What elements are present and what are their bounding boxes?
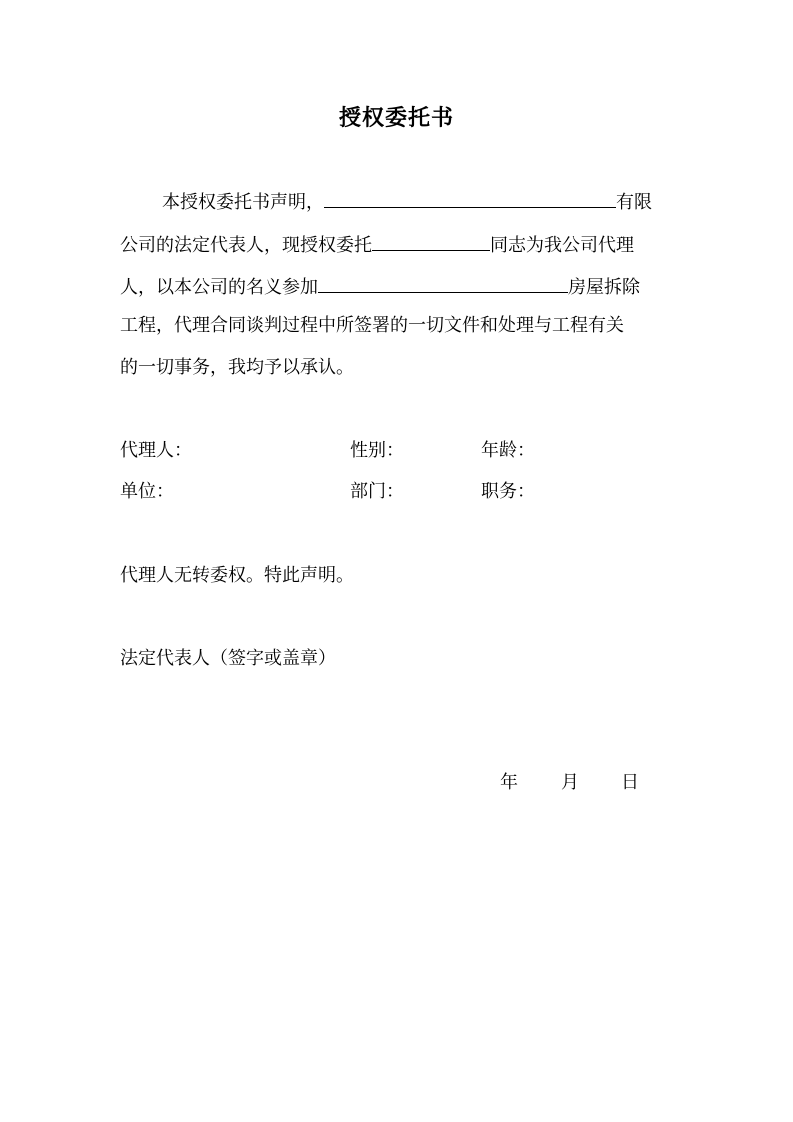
paragraph-line-5: 的一切事务，我均予以承认。: [120, 357, 354, 378]
paragraph-line-2: [120, 230, 634, 259]
paragraph-text: 同志为我公司代理: [490, 235, 634, 256]
project-name-blank[interactable]: [318, 272, 568, 293]
paragraph-line-4: 工程，代理合同谈判过程中所签署的一切文件和处理与工程有关: [120, 315, 624, 336]
document-title: 授权委托书: [338, 105, 454, 131]
unit-label: 单位：: [120, 481, 174, 502]
paragraph-text: 本授权委托书声明，: [162, 192, 324, 213]
agent-label: 代理人：: [120, 440, 192, 461]
paragraph-line-3: [120, 272, 640, 301]
paragraph-line-1: [162, 187, 652, 216]
position-label: 职务：: [481, 481, 535, 502]
company-name-blank[interactable]: [324, 187, 616, 208]
signature-line: 法定代表人（签字或盖章）: [120, 648, 336, 669]
department-label: 部门：: [350, 481, 404, 502]
delegate-name-blank[interactable]: [372, 230, 490, 251]
paragraph-text: 人，以本公司的名义参加: [120, 277, 318, 298]
gender-label: 性别：: [350, 440, 404, 461]
date-month: 月: [561, 772, 579, 793]
date-day: 日: [621, 772, 639, 793]
paragraph-text: 公司的法定代表人，现授权委托: [120, 235, 372, 256]
date-year: 年: [500, 772, 518, 793]
paragraph-text: 有限: [616, 192, 652, 213]
no-transfer-statement: 代理人无转委权。特此声明。: [120, 565, 354, 586]
paragraph-text: 房屋拆除: [568, 277, 640, 298]
age-label: 年龄：: [481, 440, 535, 461]
